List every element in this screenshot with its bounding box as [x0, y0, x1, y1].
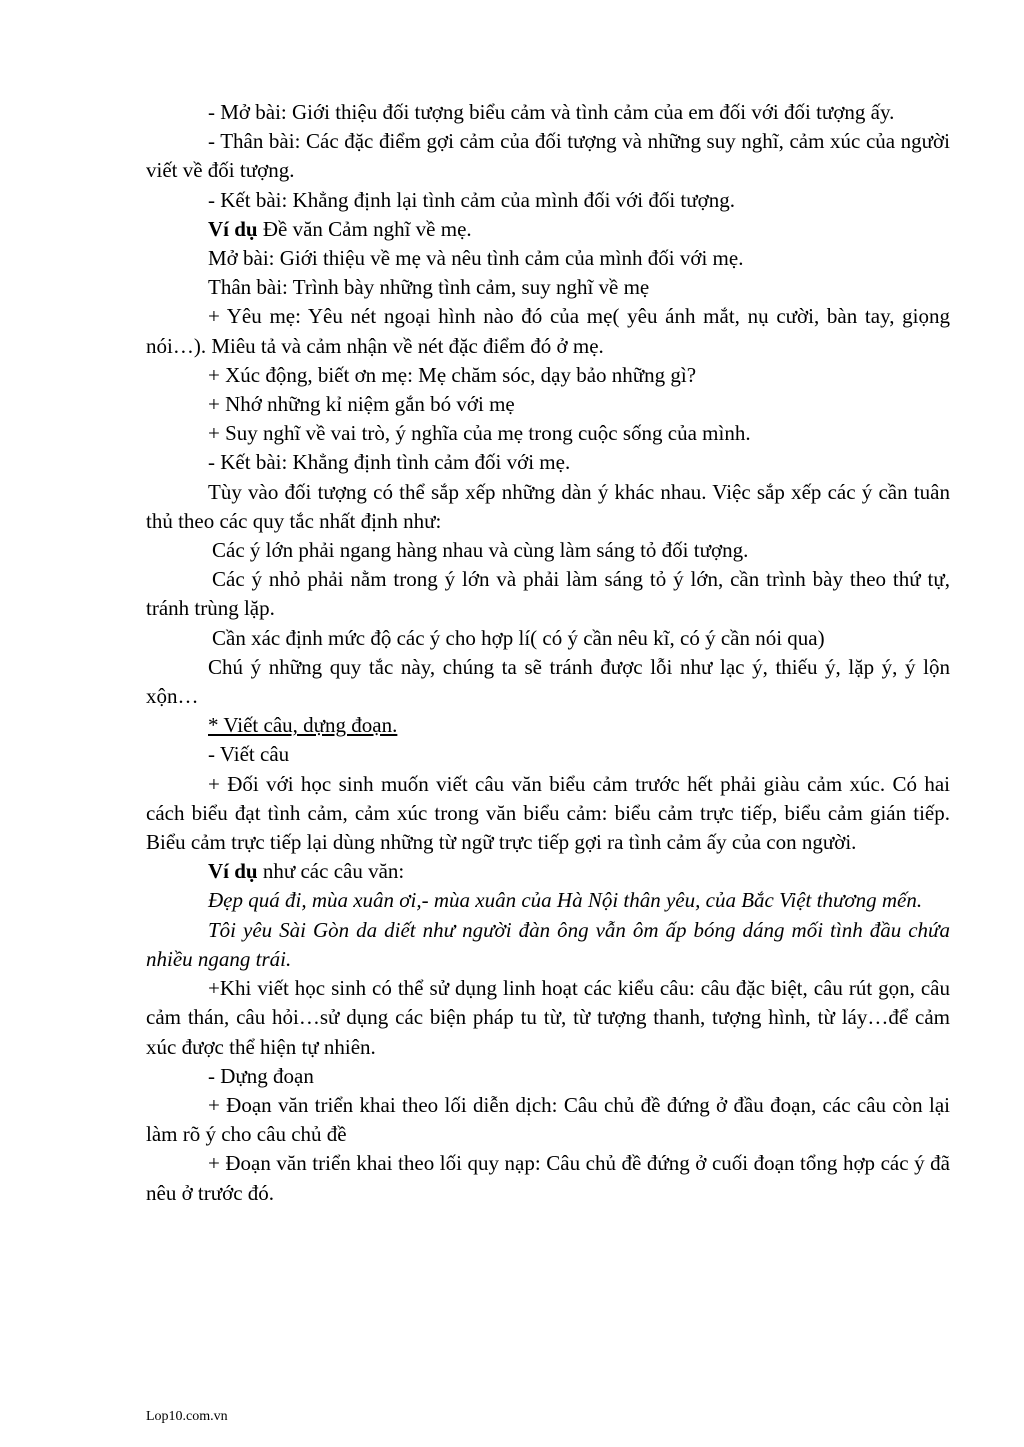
paragraph: Ví dụ Đề văn Cảm nghĩ về mẹ. [208, 216, 472, 241]
paragraph: Các ý nhỏ phải nằm trong ý lớn và phải làm sáng tỏ ý lớn, cần trình bày theo thứ tự, tránh trùng lặp. [146, 567, 950, 621]
paragraph: Ví dụ như các câu văn: [208, 859, 405, 884]
paragraph: +Khi viết học sinh có thể sử dụng linh hoạt các kiểu câu: câu đặc biệt, câu rút gọn, câu cảm thán, câu hỏi…sử dụng các biện pháp tu từ, từ tượng thanh, tượng hình, từ láy…để cảm xúc được thể hiện tự nhiên. [146, 976, 950, 1059]
paragraph: + Đoạn văn triển khai theo lối diễn dịch: Câu chủ đề đứng ở đầu đoạn, các câu còn lại làm rõ ý cho câu chủ đề [146, 1092, 950, 1147]
quote-paragraph: Tôi yêu Sài Gòn da diết như người đàn ông vẫn ôm ấp bóng dáng mối tình đầu chứa nhiều ngang trái. [146, 917, 950, 971]
paragraph: - Kết bài: Khẳng định tình cảm đối với mẹ. [208, 450, 571, 475]
paragraph: + Đối với học sinh muốn viết câu văn biểu cảm trước hết phải giàu cảm xúc. Có hai cách biểu đạt tình cảm, cảm xúc trong văn biểu cảm: biểu cảm trực tiếp, biểu cảm gián tiếp. Biểu cảm trực tiếp lại dùng những từ ngữ trực tiếp gợi ra tình cảm ấy của con người. [146, 771, 950, 855]
paragraph: + Đoạn văn triển khai theo lối quy nạp: Câu chủ đề đứng ở cuối đoạn tổng hợp các ý đã nêu ở trước đó. [146, 1151, 950, 1205]
paragraph: + Suy nghĩ về vai trò, ý nghĩa của mẹ trong cuộc sống của mình. [208, 421, 751, 446]
example-label: Ví dụ [208, 216, 258, 241]
paragraph: - Dựng đoạn [208, 1063, 314, 1088]
example-label: Ví dụ [208, 859, 258, 884]
paragraph: Thân bài: Trình bày những tình cảm, suy nghĩ về mẹ [208, 275, 650, 300]
paragraph: Cần xác định mức độ các ý cho hợp lí( có ý cần nêu kĩ, có ý cần nói qua) [212, 625, 825, 650]
paragraph: Các ý lớn phải ngang hàng nhau và cùng làm sáng tỏ đối tượng. [212, 538, 749, 563]
paragraph: Tùy vào đối tượng có thể sắp xếp những dàn ý khác nhau. Việc sắp xếp các ý cần tuân thủ theo các quy tắc nhất định như: [146, 479, 950, 533]
paragraph: - Viết câu [208, 742, 290, 767]
paragraph: Mở bài: Giới thiệu về mẹ và nêu tình cảm của mình đối với mẹ. [208, 246, 744, 271]
paragraph: - Mở bài: Giới thiệu đối tượng biểu cảm và tình cảm của em đối với đối tượng ấy. [208, 100, 895, 124]
paragraph: + Yêu mẹ: Yêu nét ngoại hình nào đó của mẹ( yêu ánh mắt, nụ cười, bàn tay, giọng nói…). Miêu tả và cảm nhận về nét đặc điểm đó ở mẹ. [146, 304, 950, 358]
quote-paragraph: Đẹp quá đi, mùa xuân ơi,- mùa xuân của Hà Nội thân yêu, của Bắc Việt thương mến. [208, 888, 923, 913]
document-body [146, 98, 950, 1208]
footer-source: Lop10.com.vn [146, 1409, 228, 1424]
paragraph: - Thân bài: Các đặc điểm gợi cảm của đối tượng và những suy nghĩ, cảm xúc của người viết về đối tượng. [146, 129, 950, 183]
section-heading: * Viết câu, dựng đoạn. [208, 713, 398, 738]
paragraph: + Xúc động, biết ơn mẹ: Mẹ chăm sóc, dạy bảo những gì? [208, 362, 697, 387]
paragraph: Chú ý những quy tắc này, chúng ta sẽ tránh được lỗi như lạc ý, thiếu ý, lặp ý, ý lộn xộn… [146, 654, 950, 709]
paragraph: - Kết bài: Khẳng định lại tình cảm của mình đối với đối tượng. [208, 187, 735, 212]
paragraph: + Nhớ những kỉ niệm gắn bó với mẹ [208, 392, 515, 417]
